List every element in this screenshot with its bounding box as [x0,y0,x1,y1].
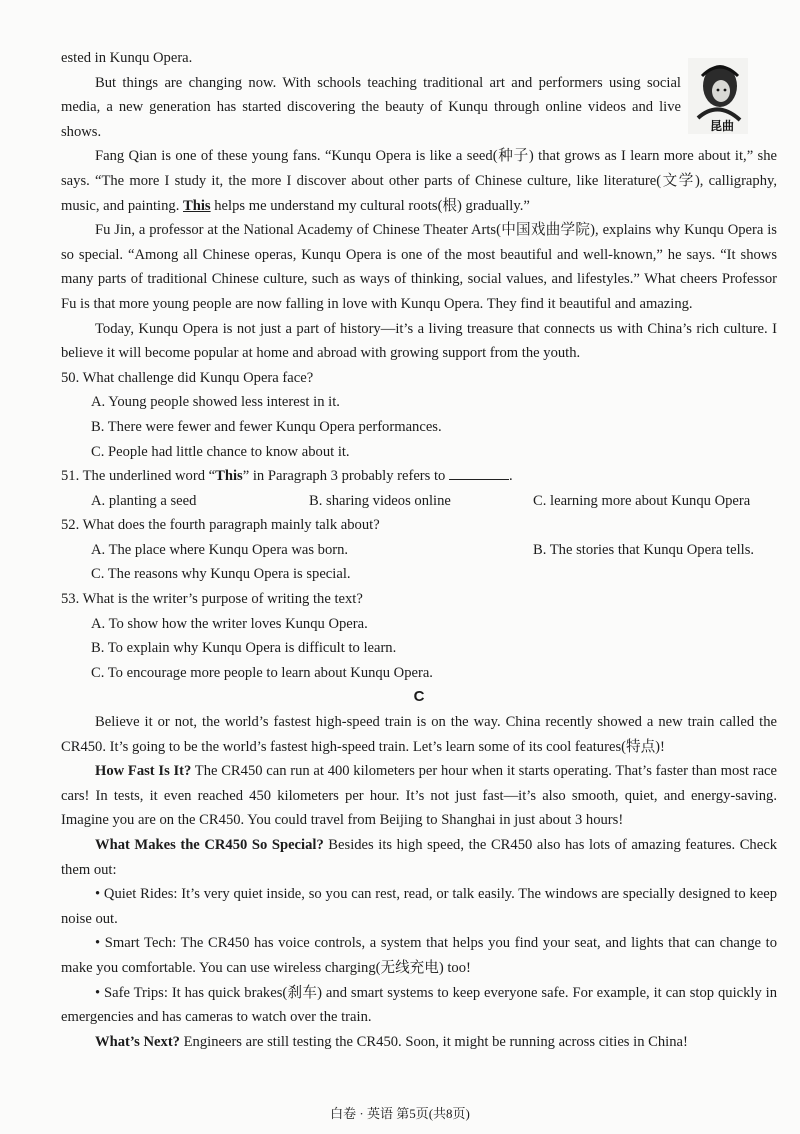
section-c-intro: Believe it or not, the world’s fastest high-speed train is on the way. China recently showed a new train called the CR450. It’s going to be the world’s fastest high-speed train. Let’s learn some of its cool features(特点)! [61,714,777,755]
question-53: 53. What is the writer’s purpose of writing the text? [61,591,363,608]
options-51 [61,489,777,514]
paragraph-2-text-a: Fang Qian is one of these young fans. “Kunqu Opera is like a seed(种子) that grows as I learn more about it,” she says. “The more I study it, the more I discover about other parts of Chinese culture, like literature(文学), calligraphy, music, and painting. [61,148,777,214]
exam-page [61,46,777,1054]
paragraph-3: Fu Jin, a professor at the National Academy of Chinese Theater Arts(中国戏曲学院), explains why Kunqu Opera is so special. “Among all Chinese operas, Kunqu Opera is one of the most beautiful and well-known,” he says. “It shows many parts of traditional Chinese culture, such as ways of thinking, social values, and lifestyles.” What cheers Professor Fu is that more young people are now falling in love with Kunqu Opera. They find it beautiful and amazing. [61,222,777,312]
heading-what-makes: What Makes the CR450 So Special? [95,837,324,853]
answer-blank [449,465,509,480]
bullet-quiet-rides: • Quiet Rides: It’s very quiet inside, so you can rest, read, or talk easily. The windows are specially designed to keep noise out. [61,886,777,927]
question-51-word: This [215,468,243,485]
section-c-next: What’s Next? Engineers are still testing the CR450. Soon, it might be running across cities in China! [95,1033,688,1050]
question-51: 51. The underlined word “This” in Paragraph 3 probably refers to . [61,464,777,489]
underlined-word-this: This [183,197,211,214]
paragraph-1: But things are changing now. With schools teaching traditional art and performers using social media, a new generation has started discovering the beauty of Kunqu through online videos and live shows. [61,74,681,140]
option-50-a: A. Young people showed less interest in it. [91,394,340,411]
option-53-b: B. To explain why Kunqu Opera is difficult to learn. [91,640,397,657]
stamp-text: 昆曲 [710,119,735,133]
option-52-c: C. The reasons why Kunqu Opera is special. [91,566,351,583]
paragraph-2 [61,144,777,218]
option-53-c: C. To encourage more people to learn about Kunqu Opera. [91,664,433,681]
option-51-c: C. learning more about Kunqu Opera [533,492,751,509]
paragraph-fragment: ested in Kunqu Opera. [61,50,193,66]
section-c-speed: How Fast Is It? The CR450 can run at 400 kilometers per hour when it starts operating. That’s faster than most race cars! In tests, it even reached 450 kilometers per hour. It’s not just fast—it’s also smooth, quiet, and energy-saving. Imagine you are on the CR450. You could travel from Beijing to Shanghai in just about 3 hours! [61,763,777,829]
option-50-c: C. People had little chance to know about it. [91,443,350,460]
section-c-special: What Makes the CR450 So Special? Besides its high speed, the CR450 also has lots of amazing features. Check them out: [61,837,777,878]
options-52 [61,538,777,563]
option-52-a: A. The place where Kunqu Opera was born. [91,541,349,558]
heading-whats-next: What’s Next? [95,1033,180,1050]
option-51-a: A. planting a seed [91,492,197,509]
bullet-smart-tech: • Smart Tech: The CR450 has voice controls, a system that helps you find your seat, and lights that can change to make you comfortable. You can use wireless charging(无线充电) too! [61,935,777,976]
heading-how-fast: How Fast Is It? [95,763,192,780]
page-footer: 白卷 · 英语 第5页(共8页) [330,1106,470,1121]
option-53-a: A. To show how the writer loves Kunqu Opera. [91,615,368,632]
option-52-b: B. The stories that Kunqu Opera tells. [533,541,755,558]
section-heading-c: C [413,688,425,706]
bullet-safe-trips: • Safe Trips: It has quick brakes(刹车) and smart systems to keep everyone safe. For example, it can stop quickly in emergencies and has cameras to watch over the train. [61,984,777,1026]
question-50: 50. What challenge did Kunqu Opera face? [61,369,314,386]
question-52: 52. What does the fourth paragraph mainly talk about? [61,517,380,534]
paragraph-4: Today, Kunqu Opera is not just a part of history—it’s a living treasure that connects us with China’s rich culture. I believe it will become popular at home and abroad with growing support from the youth. [61,320,777,362]
option-51-b: B. sharing videos online [309,492,451,509]
paragraph-2-text-b: helps me understand my cultural roots(根) gradually.” [210,197,530,214]
option-50-b: B. There were fewer and fewer Kunqu Opera performances. [91,418,442,435]
